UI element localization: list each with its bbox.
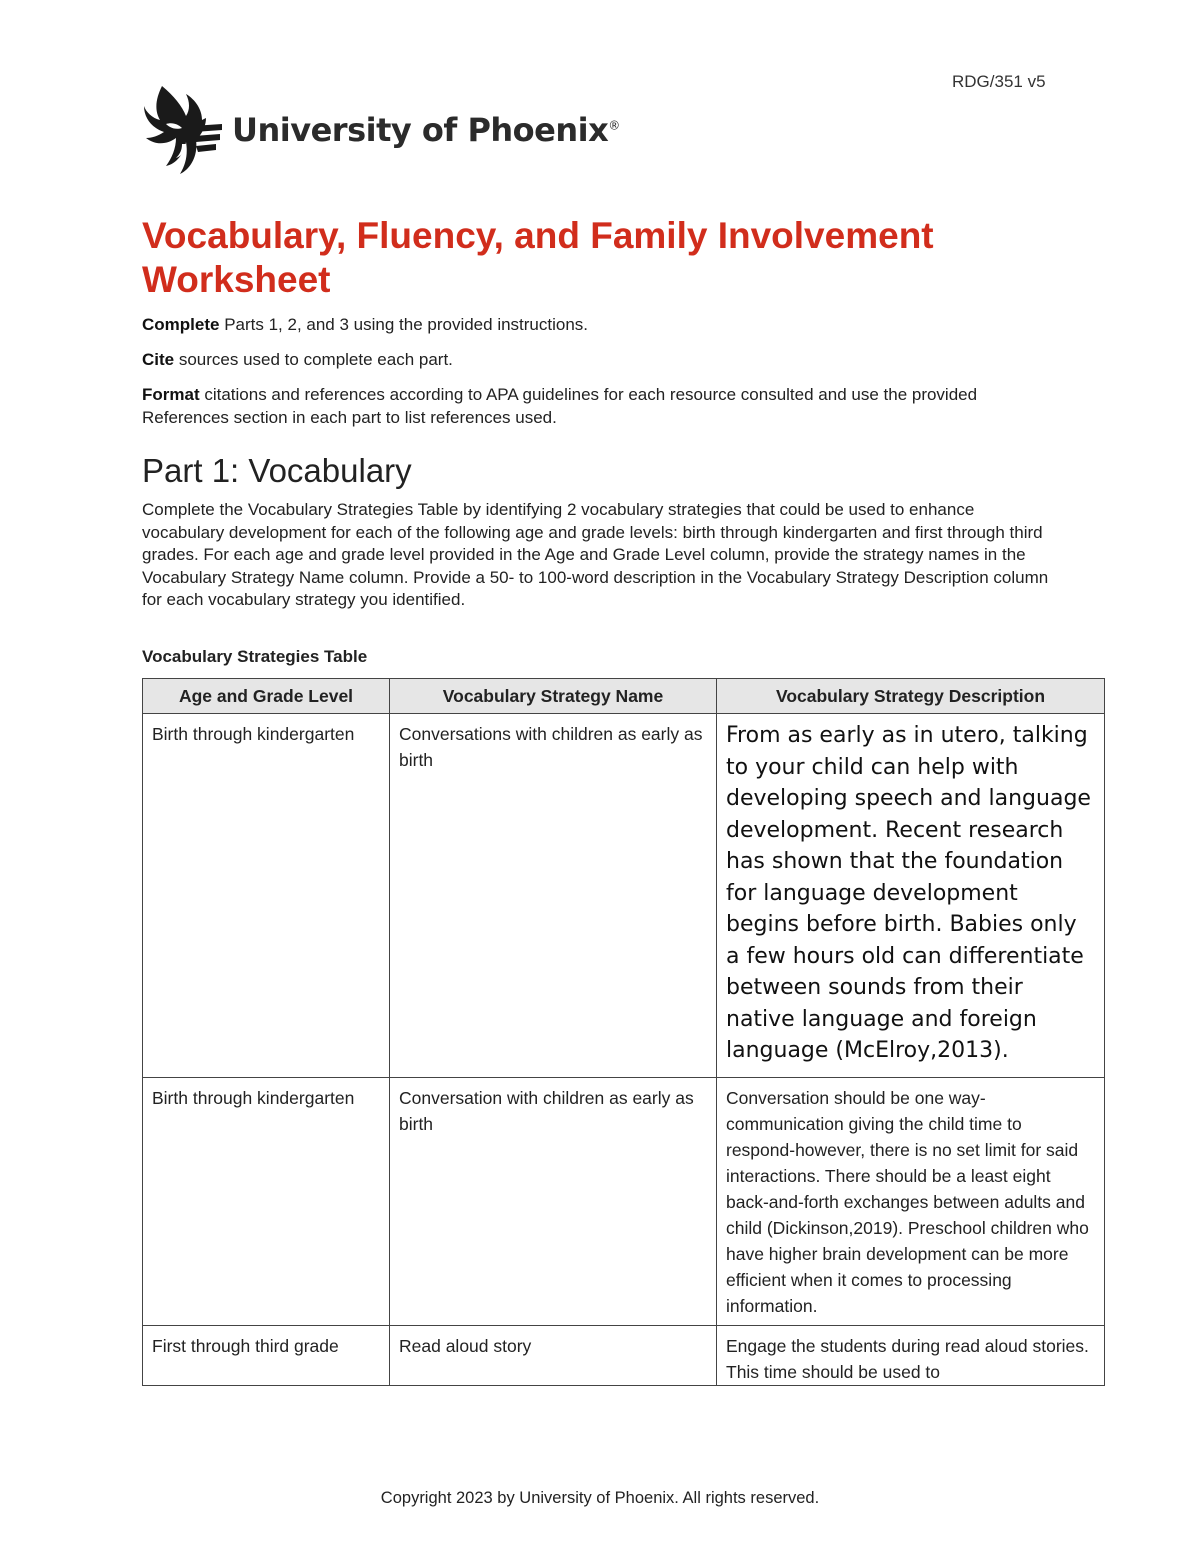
table-row (143, 1077, 1105, 1325)
table-row (143, 714, 1105, 1078)
instruction-cite: Cite sources used to complete each part. (142, 350, 453, 369)
table-caption: Vocabulary Strategies Table (142, 647, 368, 666)
column-header-name: Vocabulary Strategy Name (390, 679, 717, 714)
column-header-description: Vocabulary Strategy Description (717, 679, 1105, 714)
instruction-complete: Complete Parts 1, 2, and 3 using the provided instructions. (142, 315, 589, 334)
instruction-format: Format citations and references according to APA guidelines for each resource consulted and use the provided References section in each part to list references used. (142, 385, 978, 427)
column-header-level: Age and Grade Level (143, 679, 390, 714)
course-code: RDG/351 v5 (952, 72, 1046, 91)
vocabulary-strategies-table (142, 678, 1105, 1386)
university-logo (142, 84, 620, 176)
phoenix-bird-icon (142, 84, 224, 176)
cell-strategy-name[interactable]: Read aloud story (390, 1325, 717, 1385)
table-row (143, 1325, 1105, 1385)
cell-strategy-name[interactable]: Conversations with children as early as birth (390, 714, 717, 1078)
cell-level[interactable]: Birth through kindergarten (143, 714, 390, 1078)
cell-level[interactable]: Birth through kindergarten (143, 1077, 390, 1325)
logo-wordmark: University of Phoenix® (232, 111, 620, 149)
table-header-row (143, 679, 1105, 714)
copyright-footer: Copyright 2023 by University of Phoenix. All rights reserved. (380, 1489, 820, 1507)
part1-heading: Part 1: Vocabulary (142, 452, 412, 489)
part1-description: Complete the Vocabulary Strategies Table by identifying 2 vocabulary strategies that could be used to enhance vocabulary development for each of the following age and grade levels: birth through kindergarten and first through third grades. For each age and grade level provided in the Age and Grade Level column, provide the strategy names in the Vocabulary Strategy Name column. Provide a 50- to 100-word description in the Vocabulary Strategy Description column for each vocabulary strategy you identified. (142, 500, 1049, 609)
cell-strategy-description[interactable]: From as early as in utero, talking to your child can help with developing speech and language development. Recent research has shown that the foundation for language development begins before birth. Babies only a few hours old can differentiate between sounds from their native language and foreign language (McElroy,2013). (717, 714, 1105, 1078)
cell-strategy-description[interactable]: Engage the students during read aloud stories. This time should be used to (717, 1325, 1105, 1385)
page-title: Vocabulary, Fluency, and Family Involvement Worksheet (142, 215, 934, 300)
cell-strategy-name[interactable]: Conversation with children as early as birth (390, 1077, 717, 1325)
cell-strategy-description[interactable]: Conversation should be one way-communication giving the child time to respond-however, there is no set limit for said interactions. There should be a least eight back-and-forth exchanges between adults and child (Dickinson,2019). Preschool children who have higher brain development can be more efficient when it comes to processing information. (717, 1077, 1105, 1325)
cell-level[interactable]: First through third grade (143, 1325, 390, 1385)
